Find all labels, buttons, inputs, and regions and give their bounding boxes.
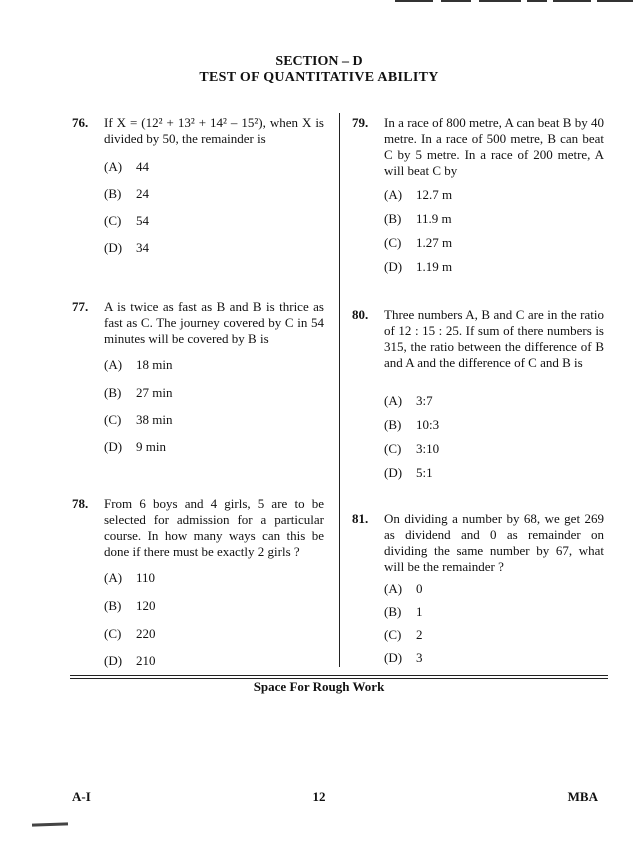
option-a: (A) 3:7 — [384, 393, 433, 408]
option-b: (B) 24 — [104, 186, 149, 201]
section-title: SECTION – D — [275, 54, 363, 69]
question-81 — [352, 511, 604, 665]
option-a: (A) 44 — [104, 159, 149, 174]
option-c: (C) 1.27 m — [384, 235, 453, 250]
option-b: (B) 1 — [384, 604, 423, 619]
option-d: (D) 5:1 — [384, 465, 433, 480]
question-text: From 6 boys and 4 girls, 5 are to be selected for admission for a particular course. In how many ways can this be done if there must be exactly 2 girls ? — [104, 496, 324, 559]
question-number: 80. — [352, 307, 369, 322]
option-a: (A) 18 min — [104, 357, 173, 372]
footer-booklet-code: A-I — [72, 789, 91, 804]
option-a: (A) 12.7 m — [384, 187, 453, 202]
question-number: 77. — [72, 299, 89, 314]
question-79 — [352, 115, 604, 274]
option-b: (B) 11.9 m — [384, 211, 452, 226]
option-d: (D) 34 — [104, 240, 149, 255]
footer-exam-name: MBA — [567, 789, 598, 804]
question-77 — [72, 299, 324, 454]
question-76 — [72, 115, 324, 255]
question-number: 76. — [72, 115, 89, 130]
question-80 — [352, 307, 604, 480]
option-c: (C) 38 min — [104, 412, 173, 427]
footer-page-number: 12 — [312, 789, 326, 804]
question-number: 78. — [72, 496, 89, 511]
question-78 — [72, 496, 324, 668]
option-d: (D) 1.19 m — [384, 259, 453, 274]
option-c: (C) 54 — [104, 213, 149, 228]
question-number: 81. — [352, 511, 369, 526]
question-text: On dividing a number by 68, we get 269 as dividend and 0 as remainder on dividing the same number by 67, what will be the remainder ? — [384, 511, 604, 574]
section-subtitle: TEST OF QUANTITATIVE ABILITY — [199, 70, 439, 85]
rough-work-heading: Space For Rough Work — [253, 679, 385, 694]
option-c: (C) 2 — [384, 627, 423, 642]
question-number: 79. — [352, 115, 369, 130]
option-d: (D) 3 — [384, 650, 423, 665]
option-b: (B) 120 — [104, 598, 156, 613]
question-text: If X = (12² + 13² + 14² – 15²), when X is divided by 50, the remainder is — [104, 115, 324, 146]
scan-mark — [32, 822, 68, 826]
option-b: (B) 27 min — [104, 385, 173, 400]
option-a: (A) 110 — [104, 570, 156, 585]
option-a: (A) 0 — [384, 581, 423, 596]
question-text: Three numbers A, B and C are in the ratio of 12 : 15 : 25. If sum of there numbers is 315, the ratio between the difference of B and A and the difference of C and B is — [384, 307, 604, 370]
question-text: A is twice as fast as B and B is thrice as fast as C. The journey covered by C in 54 minutes will be covered by B is — [104, 299, 324, 346]
column-divider — [339, 113, 340, 667]
section-header — [0, 54, 638, 86]
rough-work-rule-top — [70, 675, 608, 676]
top-edge-marks — [395, 0, 635, 3]
option-d: (D) 210 — [104, 653, 156, 668]
option-c: (C) 3:10 — [384, 441, 440, 456]
option-d: (D) 9 min — [104, 439, 166, 454]
option-b: (B) 10:3 — [384, 417, 440, 432]
option-c: (C) 220 — [104, 626, 156, 641]
question-text: In a race of 800 metre, A can beat B by 40 metre. In a race of 500 metre, B can beat C by 5 metre. In a race of 200 metre, A will beat C by — [384, 115, 604, 178]
